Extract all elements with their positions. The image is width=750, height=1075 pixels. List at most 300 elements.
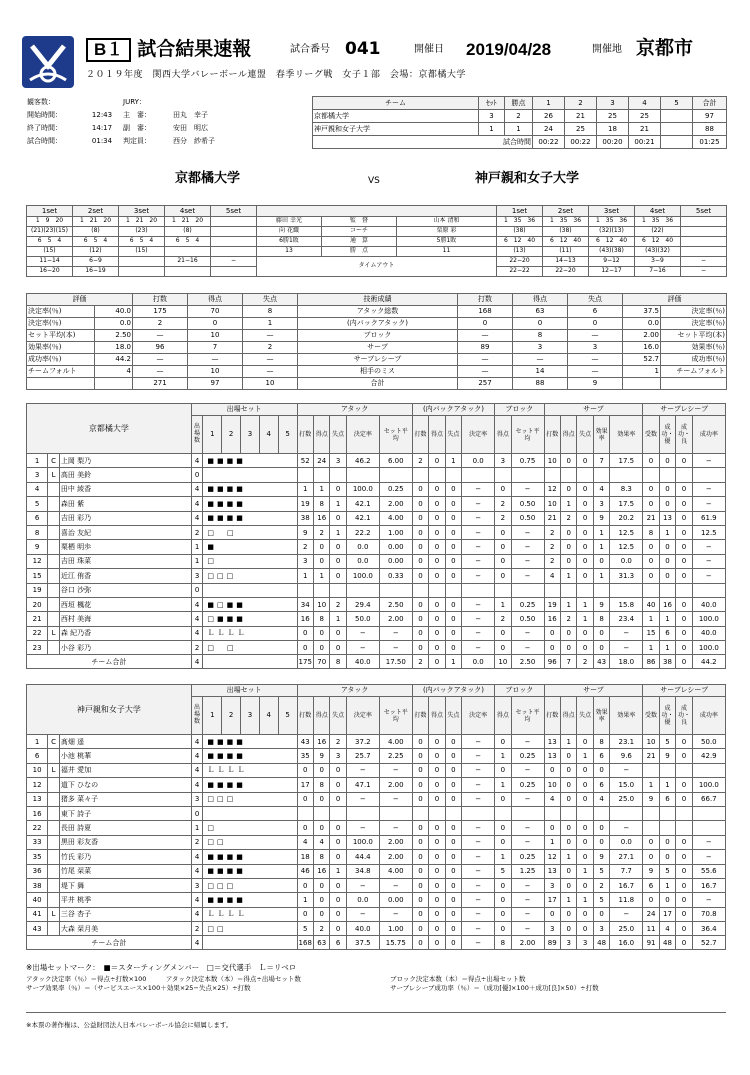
total-cell: 168 [297, 936, 313, 950]
stat-cell: 0 [313, 540, 329, 554]
sets-header: ｾｯﾄ [479, 97, 505, 110]
sets-played: 3 [191, 878, 203, 892]
set-time: 00:22 [533, 136, 565, 149]
set-marks: □ □ [203, 641, 297, 655]
home-errors: — [243, 330, 298, 342]
home-errors: 2 [243, 342, 298, 354]
col-header: 出場数 [191, 697, 203, 735]
stat-cell: 0 [659, 569, 675, 583]
player-number: 5 [27, 497, 48, 511]
stat-cell: 0.00 [379, 893, 412, 907]
col-header: 1 [203, 697, 222, 735]
formula-note: サーブレシーブ成功率（％）＝（成功[優]×100＋成功[良]×50）÷打数 [390, 984, 599, 992]
home-points: 70 [188, 306, 243, 318]
stat-cell: 2.50 [379, 597, 412, 611]
stat-cell: − [692, 497, 725, 511]
stat-cell [495, 583, 511, 597]
stat-cell: 0 [429, 778, 445, 792]
stat-cell: 1 [577, 893, 593, 907]
stat-cell: 1 [313, 569, 329, 583]
eval-value: 52.7 [623, 354, 661, 366]
set-marks: □ [203, 554, 297, 568]
stat-cell: − [462, 749, 495, 763]
stat-cell: 0 [495, 763, 511, 777]
stat-cell [659, 468, 675, 482]
stat-cell: 0 [429, 893, 445, 907]
stat-cell [643, 806, 659, 820]
col-header: 失点 [577, 697, 593, 735]
stat-cell: 2 [495, 612, 511, 626]
stat-cell: 46.2 [346, 454, 379, 468]
spectators-label: 観客数： [27, 98, 55, 107]
stat-cell: 1 [643, 612, 659, 626]
group-header: サーブレシーブ [643, 404, 726, 416]
set-marks: □□ [203, 922, 297, 936]
set-label: 4set [635, 206, 681, 217]
player-role [48, 612, 60, 626]
eval-label: 成功率(％) [661, 354, 727, 366]
stat-cell [462, 583, 495, 597]
stat-cell: 0 [560, 821, 576, 835]
staff-cell: 6勝1敗 [257, 237, 322, 247]
away-points: 8 [513, 330, 568, 342]
stat-cell: 29.4 [346, 597, 379, 611]
stat-cell: 0 [445, 907, 461, 921]
col-header: 成功・優 [659, 416, 675, 454]
staff-cell: 監 督 [322, 217, 397, 227]
away-errors: 3 [568, 342, 623, 354]
stat-cell: 0.0 [346, 554, 379, 568]
set-marks: ■■■■ [203, 482, 297, 496]
stat-cell: 6 [593, 778, 609, 792]
total-cell: 2.50 [511, 655, 544, 669]
stat-cell: 0 [445, 641, 461, 655]
federation-logo-icon [22, 36, 74, 88]
stat-cell: 37.2 [346, 735, 379, 749]
stat-cell [610, 806, 643, 820]
rotation-cell: (11) [543, 247, 589, 257]
stat-cell: 1 [643, 778, 659, 792]
stat-cell [577, 468, 593, 482]
stat-cell [676, 763, 692, 777]
stat-cell: 0 [445, 778, 461, 792]
eval-header: 打数 [133, 294, 188, 306]
stat-cell [544, 806, 560, 820]
stat-cell: 0 [313, 821, 329, 835]
stat-cell: 0 [593, 641, 609, 655]
referee1-label: 主 審： [123, 111, 151, 120]
player-role [48, 511, 60, 525]
stat-cell: 16.7 [692, 878, 725, 892]
rotation-cell: 1 35 36 [543, 217, 589, 227]
stat-cell: 0 [544, 821, 560, 835]
stat-cell: 0 [297, 878, 313, 892]
stat-cell: 0 [560, 922, 576, 936]
stat-cell: 70.8 [692, 907, 725, 921]
eval-label: 効果率(％) [661, 342, 727, 354]
stat-cell: 6 [593, 749, 609, 763]
stat-cell: − [511, 626, 544, 640]
set-label: 5set [681, 206, 727, 217]
stat-cell: 25.7 [346, 749, 379, 763]
player-number: 23 [27, 641, 48, 655]
stat-cell: − [346, 763, 379, 777]
col-header: 打数 [297, 697, 313, 735]
stat-cell [577, 806, 593, 820]
stat-cell: 0 [676, 482, 692, 496]
stat-cell: − [511, 763, 544, 777]
stat-cell: − [462, 763, 495, 777]
stat-cell [560, 468, 576, 482]
stat-cell: 4 [313, 835, 329, 849]
stat-cell: 0 [577, 821, 593, 835]
stat-cell: − [511, 821, 544, 835]
stat-cell: 1 [313, 482, 329, 496]
total-cell: 10 [495, 655, 511, 669]
stat-cell: 66.7 [692, 792, 725, 806]
stat-cell: 1 [577, 749, 593, 763]
stat-cell: 0 [412, 821, 428, 835]
stat-cell: 0 [643, 554, 659, 568]
stat-cell: 0 [297, 821, 313, 835]
stat-cell: 0 [297, 792, 313, 806]
stat-cell: 0 [495, 554, 511, 568]
stat-cell: 2 [544, 525, 560, 539]
eval-header: 評価 [623, 294, 727, 306]
skill-name: アタック総数 [298, 306, 458, 318]
col-header: 成功・良 [676, 697, 692, 735]
stat-cell: − [692, 540, 725, 554]
set-marks: □□ [203, 835, 297, 849]
total-cell: 175 [297, 655, 313, 669]
eval-header: 評価 [27, 294, 133, 306]
sets-played: 1 [191, 821, 203, 835]
stat-cell: 11 [643, 922, 659, 936]
stat-cell: 0 [676, 792, 692, 806]
stat-cell: − [511, 907, 544, 921]
player-number: 36 [27, 864, 48, 878]
stat-cell: 0 [676, 511, 692, 525]
stat-cell: 9 [593, 597, 609, 611]
stat-cell: 0 [429, 907, 445, 921]
skill-name: 相手のミス [298, 366, 458, 378]
rotation-cell: 1 9 20 [27, 217, 73, 227]
stat-cell: 0 [429, 482, 445, 496]
eval-value: 2.00 [623, 330, 661, 342]
total-cell: 1 [445, 655, 461, 669]
player-number: 41 [27, 907, 48, 921]
sets-played: 4 [191, 850, 203, 864]
stat-cell: − [379, 821, 412, 835]
col-header: 得点 [313, 416, 329, 454]
staff-cell: 5勝1敗 [397, 237, 497, 247]
stat-cell: 0 [577, 497, 593, 511]
stat-cell: 0 [412, 554, 428, 568]
venue: 京都市 [636, 37, 694, 59]
stat-cell: 0.0 [346, 893, 379, 907]
stat-cell: 0 [330, 922, 346, 936]
stat-cell: 0 [412, 749, 428, 763]
stat-cell: 0 [445, 511, 461, 525]
player-name: 猪多 菜々子 [59, 792, 191, 806]
player-name: 西村 美海 [59, 612, 191, 626]
stat-cell: 8 [643, 525, 659, 539]
away-attempts: 89 [458, 342, 513, 354]
stat-cell: 2 [412, 454, 428, 468]
col-header: 1 [203, 416, 222, 454]
rotation-cell: (12) [73, 247, 119, 257]
timeout-score: 9−12 [589, 257, 635, 267]
player-name: 森 紀乃香 [59, 626, 191, 640]
stat-cell: 0 [495, 540, 511, 554]
stat-cell: − [379, 763, 412, 777]
stat-cell: 0 [313, 763, 329, 777]
rotation-cell: 6 12 40 [543, 237, 589, 247]
vs-label: VS [368, 176, 380, 186]
stat-cell: 3 [593, 497, 609, 511]
stat-cell: 25.0 [610, 922, 643, 936]
eval-value: 0.0 [95, 318, 133, 330]
evaluation-summary-table [26, 293, 727, 390]
stat-cell: 2 [313, 922, 329, 936]
set-marks: ■■■■ [203, 893, 297, 907]
eval-label: 決定率(％) [27, 306, 95, 318]
stat-cell: 0 [445, 749, 461, 763]
away-errors: 6 [568, 306, 623, 318]
player-role [48, 749, 60, 763]
stat-cell: 0.00 [379, 554, 412, 568]
stat-cell: 1 [659, 641, 675, 655]
stat-cell: − [462, 778, 495, 792]
stat-cell: 8 [313, 612, 329, 626]
stat-cell: 0 [330, 763, 346, 777]
stat-cell: 0 [560, 864, 576, 878]
stat-cell: 0 [412, 641, 428, 655]
set-score [661, 110, 693, 123]
rotation-cell: 1 35 36 [589, 217, 635, 227]
rotation-cell [211, 247, 257, 257]
eval-value: 1 [623, 366, 661, 378]
stat-cell: 0 [495, 922, 511, 936]
stat-cell: 3 [330, 454, 346, 468]
stat-cell: 1 [560, 597, 576, 611]
rotation-cell: 6 5 4 [27, 237, 73, 247]
player-name: 道下 ひなの [59, 778, 191, 792]
stat-cell: 0 [577, 735, 593, 749]
player-number: 1 [27, 735, 48, 749]
stat-cell: 0 [297, 641, 313, 655]
rotation-cell [211, 217, 257, 227]
col-header: 決定率 [346, 416, 379, 454]
staff-cell: 山本 清和 [397, 217, 497, 227]
col-header: 受数 [643, 416, 659, 454]
stat-cell: 1 [659, 778, 675, 792]
stat-cell: 43 [297, 735, 313, 749]
stat-cell: 0.25 [511, 850, 544, 864]
stat-cell: 0.0 [610, 835, 643, 849]
staff-cell: 藤田 幸光 [257, 217, 322, 227]
rotation-cell: 6 5 4 [73, 237, 119, 247]
rotation-cell: (8) [73, 227, 119, 237]
stat-cell [313, 468, 329, 482]
sets-played: 4 [191, 511, 203, 525]
formula-note: ブロック決定本数（本）＝得点÷出場セット数 [390, 975, 526, 983]
stat-cell: − [692, 482, 725, 496]
stat-cell: 16 [313, 735, 329, 749]
stat-cell: 0 [445, 922, 461, 936]
set-marks [203, 583, 297, 597]
group-header: サーブ [544, 404, 643, 416]
group-header: ブロック [495, 685, 544, 697]
stat-cell: 0 [544, 763, 560, 777]
stat-cell: 0 [330, 835, 346, 849]
player-role [48, 821, 60, 835]
stat-cell: 35 [297, 749, 313, 763]
stat-cell: 0 [297, 907, 313, 921]
stat-cell [593, 583, 609, 597]
eval-label: 効果率(％) [27, 342, 95, 354]
player-name: 西垣 楓花 [59, 597, 191, 611]
player-number: 8 [27, 525, 48, 539]
stat-cell: − [511, 482, 544, 496]
stat-cell: 4.00 [379, 735, 412, 749]
timeout-score [119, 267, 165, 277]
stat-cell: 13 [544, 749, 560, 763]
stat-cell: 20.2 [610, 511, 643, 525]
stat-cell: 11.8 [610, 893, 643, 907]
end-label: 終了時間： [27, 124, 62, 133]
set-num-header: 4 [629, 97, 661, 110]
stat-cell: 3 [297, 554, 313, 568]
stat-cell: 0 [560, 907, 576, 921]
stat-cell: 0 [577, 641, 593, 655]
stat-cell: 0 [577, 850, 593, 864]
player-role [48, 878, 60, 892]
player-name: 小谷 彩乃 [59, 641, 191, 655]
total-cell: 8 [495, 936, 511, 950]
stat-cell: 0 [412, 893, 428, 907]
stat-cell: 0 [560, 778, 576, 792]
stat-cell: 2.25 [379, 749, 412, 763]
timeout-score: 22−20 [543, 267, 589, 277]
total-cell: 44.2 [692, 655, 725, 669]
stat-cell: 1 [297, 893, 313, 907]
player-role: C [48, 735, 60, 749]
player-role: L [48, 626, 60, 640]
stat-cell: 0 [297, 626, 313, 640]
stat-cell: 1 [560, 735, 576, 749]
stat-cell: 0 [412, 763, 428, 777]
stat-cell [610, 583, 643, 597]
stat-cell: 21 [643, 511, 659, 525]
timeout-score: 22−20 [497, 257, 543, 267]
player-name: 森田 紫 [59, 497, 191, 511]
stat-cell: − [610, 626, 643, 640]
stat-cell: 50.0 [692, 735, 725, 749]
col-header: 効果率 [593, 416, 609, 454]
stat-cell: 3 [544, 922, 560, 936]
stat-cell: 0 [429, 792, 445, 806]
player-number: 21 [27, 612, 48, 626]
home-attempts: 96 [133, 342, 188, 354]
col-header: セット平均 [379, 697, 412, 735]
stat-cell: 1 [577, 597, 593, 611]
stat-cell [379, 468, 412, 482]
sets-played: 4 [191, 749, 203, 763]
player-name: 上岡 梨乃 [59, 454, 191, 468]
col-header: セット平均 [511, 697, 544, 735]
stat-cell: 0 [659, 893, 675, 907]
stat-cell: 0 [577, 792, 593, 806]
stat-cell: 0 [659, 497, 675, 511]
stat-cell [445, 806, 461, 820]
stat-cell [495, 468, 511, 482]
col-header: 5 [278, 697, 297, 735]
stat-cell: 1 [330, 497, 346, 511]
stat-cell: 31.3 [610, 569, 643, 583]
stat-cell [643, 763, 659, 777]
total-cell: 48 [659, 936, 675, 950]
stat-cell: 0 [593, 626, 609, 640]
total-cell: 6 [330, 936, 346, 950]
stat-cell: 8 [593, 735, 609, 749]
staff-cell: 通 算 [322, 237, 397, 247]
stat-cell: 0 [429, 612, 445, 626]
stat-cell: − [511, 554, 544, 568]
col-header: 失点 [445, 697, 461, 735]
player-name: 吉田 彩乃 [59, 511, 191, 525]
stat-cell: 0 [313, 893, 329, 907]
player-name: 喜治 友紀 [59, 525, 191, 539]
stat-cell: − [610, 641, 643, 655]
eval-header: 得点 [513, 294, 568, 306]
rotation-cell [211, 237, 257, 247]
col-header: 2 [222, 697, 241, 735]
stat-cell: 0.0 [346, 540, 379, 554]
stat-cell [544, 468, 560, 482]
eval-label: セット平均(本) [661, 330, 727, 342]
stat-cell: 0 [412, 626, 428, 640]
stat-cell: 100.0 [692, 778, 725, 792]
stat-cell: 1 [330, 864, 346, 878]
total-cell: 3 [560, 936, 576, 950]
stat-cell: 61.9 [692, 511, 725, 525]
stat-cell: 4 [297, 835, 313, 849]
stat-cell: 1 [643, 641, 659, 655]
rotation-cell: (43)(32) [635, 247, 681, 257]
stat-cell: 9.6 [610, 749, 643, 763]
rotation-cell: (32)(13) [589, 227, 635, 237]
stat-cell: 23.4 [610, 612, 643, 626]
player-role: L [48, 907, 60, 921]
skill-name: 合計 [298, 378, 458, 390]
stat-cell: − [511, 569, 544, 583]
stat-cell: 0 [330, 821, 346, 835]
stat-cell: 0.50 [511, 511, 544, 525]
set-marks: □□□ [203, 878, 297, 892]
set-marks: ＬＬＬＬ [203, 763, 297, 777]
set-score: 24 [533, 123, 565, 136]
player-number: 33 [27, 835, 48, 849]
stat-cell: 0 [676, 525, 692, 539]
total-cell: 18.0 [610, 655, 643, 669]
stat-cell [659, 583, 675, 597]
col-header: 失点 [330, 697, 346, 735]
player-name: 平井 桃季 [59, 893, 191, 907]
away-attempts: 168 [458, 306, 513, 318]
col-header: 失点 [445, 416, 461, 454]
stat-cell [692, 821, 725, 835]
